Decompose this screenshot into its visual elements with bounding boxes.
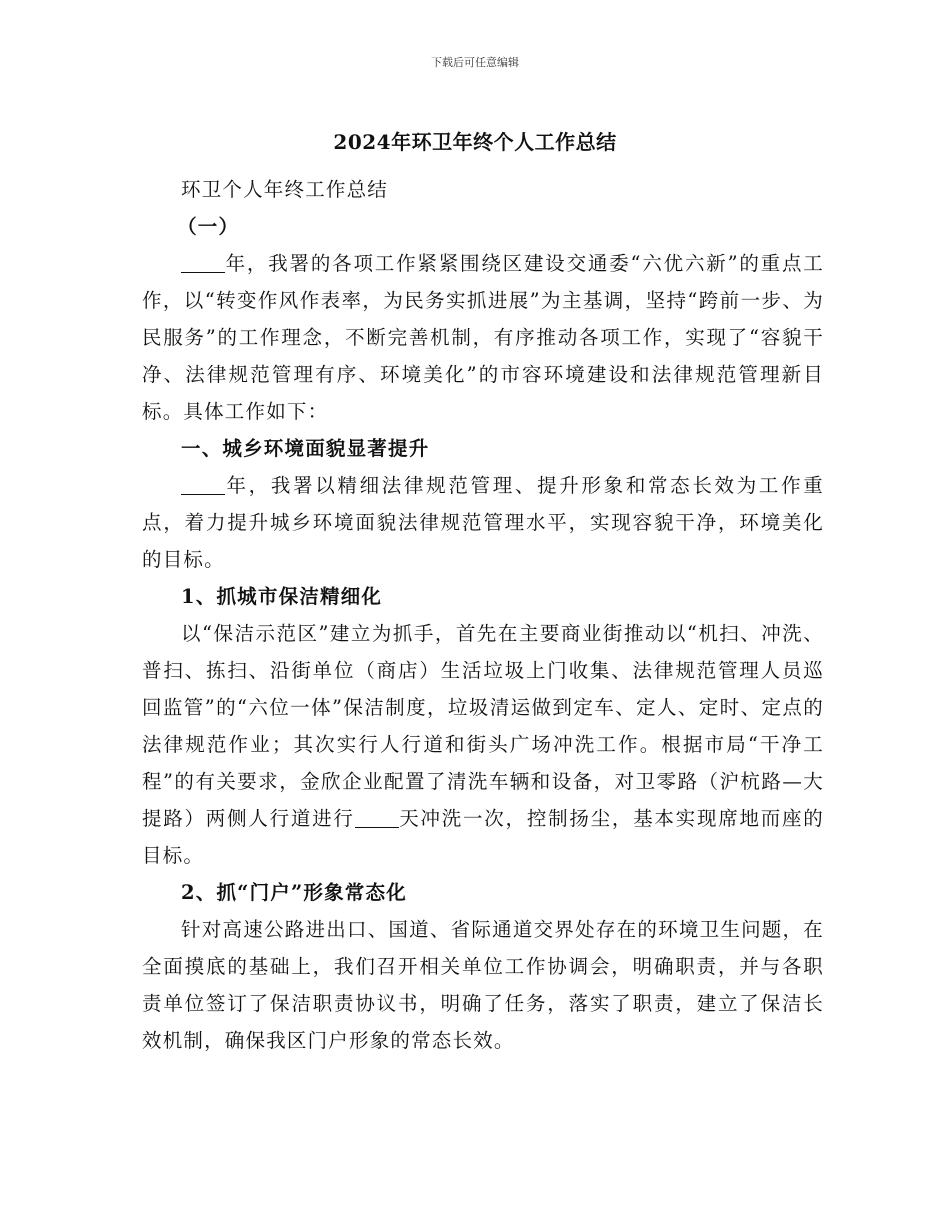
intro-text: 年，我署的各项工作紧紧围绕区建设交通委“六优六新”的重点工作，以“转变作风作表率，为民务实抓进展”为主基调，坚持“跨前一步、为民服务”的工作理念，不断完善机制，有序推动各项工作，实现了“容貌干净、法律规范管理有序、环境美化”的市容环境建设和法律规范管理新目标。具体工作如下： bbox=[142, 252, 824, 423]
document-title: 2024年环卫年终个人工作总结 bbox=[333, 130, 617, 154]
item1-text-a: 以“保洁示范区”建立为抓手，首先在主要商业街推动以“机扫、冲洗、普扫、拣扫、沿街单位（商店）生活垃圾上门收集、法律规范管理人员巡回监管”的“六位一体”保洁制度，垃圾清运做到定车、定人、定时、定点的法律规范作业；其次实行人行道和街头广场冲洗工作。根据市局“干净工程”的有关要求，金欣企业配置了清洗车辆和设备，对卫零路（沪杭路—大提路）两侧人行道进行 bbox=[142, 622, 824, 830]
blank-underline bbox=[181, 475, 225, 496]
section1-paragraph bbox=[142, 467, 824, 578]
blank-underline bbox=[181, 253, 225, 274]
item1-heading: 1、抓城市保洁精细化 bbox=[181, 585, 383, 608]
document-body bbox=[142, 171, 824, 1059]
item2-heading: 2、抓“门户”形象常态化 bbox=[181, 881, 407, 904]
item1-text-b: 天冲洗一次，控制扬尘，基本实现席地而座的目标。 bbox=[142, 807, 824, 867]
section1-heading: 一、城乡环境面貌显著提升 bbox=[181, 437, 430, 460]
part-marker: （一） bbox=[177, 215, 240, 238]
subtitle: 环卫个人年终工作总结 bbox=[181, 178, 389, 201]
blank-underline bbox=[355, 808, 399, 829]
section1-text: 年，我署以精细法律规范管理、提升形象和常态长效为工作重点，着力提升城乡环境面貌法律规范管理水平，实现容貌干净，环境美化的目标。 bbox=[142, 474, 824, 571]
item2-paragraph: 针对高速公路进出口、国道、省际通道交界处存在的环境卫生问题，在全面摸底的基础上，我们召开相关单位工作协调会，明确职责，并与各职责单位签订了保洁职责协议书，明确了任务，落实了职责，建立了保洁长效机制，确保我区门户形象的常态长效。 bbox=[142, 918, 824, 1052]
header-note: 下载后可任意编辑 bbox=[431, 56, 519, 69]
intro-paragraph bbox=[142, 245, 824, 430]
item1-paragraph bbox=[142, 615, 824, 874]
